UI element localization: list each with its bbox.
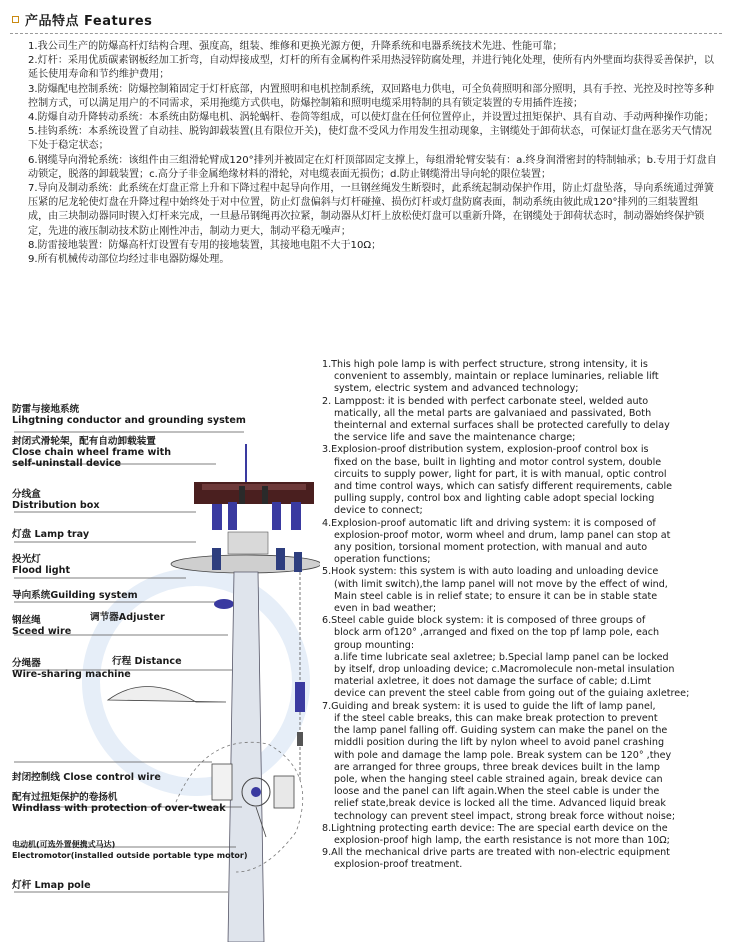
distribution-box-label-zh: 分线盒 — [12, 489, 41, 500]
en-feature-line: if the steel cable breaks, this can make break protection to prevent — [334, 712, 658, 724]
steel-wire-label — [12, 615, 71, 637]
chain-wheel-label-en: Close chain wheel frame with — [12, 447, 172, 458]
chain-wheel-label-en2: self-uninstall device — [12, 458, 122, 469]
en-feature-line: 5.Hook system: this system is with auto loading and unloading device — [322, 566, 659, 578]
divider — [10, 33, 722, 34]
watermark-ring — [91, 577, 301, 787]
lamp-diagram — [6, 352, 320, 942]
en-feature-line: middli position during the lift by nylon wheel to avoid panel crashing — [334, 737, 665, 749]
en-feature-line: 3.Explosion-proof distribution system, explosion-proof control box is — [322, 444, 649, 456]
en-feature-line: system, electric system and advanced technology; — [334, 383, 579, 395]
en-feature-line: device to connect; — [334, 505, 423, 517]
lightning-label-en: Lihgtning conductor and grounding system — [12, 415, 246, 426]
lightning-label — [12, 404, 246, 426]
distribution-box-label — [12, 489, 100, 511]
section-title: 产品特点 Features — [25, 13, 153, 29]
en-feature-line: explosion-proof high lamp, the earth resistance is not more than 10Ω; — [334, 834, 670, 846]
zh-feature-item: 7.导向及制动系统：此系统在灯盘正常上升和下降过程中起导向作用，一旦钢丝绳发生断裂时，此系统起制动保护作用，防止灯盘坠落，导向系统通过弹簧压紧的尼龙轮使灯盘在升降过程中始终处于对中位置，防止灯盘偏斜与灯杆碰撞、损伤灯杆或灯盘防腐表面，制动系统由彼此成120°排列的三组装置组成，由三块制动器同时锲入灯杆来完成，一旦悬吊钢绳再次拉紧，制动器从灯杆上放松使灯盘可以重新升降，在钢缆处于卸荷状态时，制动器始终保护锁定，先进的液压制动技术防止刚性冲击，制动力更大，制动平稳无噪声； — [28, 183, 714, 237]
zh-feature-item: 6.钢缆导向滑轮系统：该组件由三组滑轮臂成120°排列并被固定在灯杆顶部固定支撑上，每组滑轮臂安装有：a.终身润滑密封的特制轴承；b.专用于灯盘自动锁定，脱落的卸载装置；c.高分子非金属绝缘材料的滑轮，对电缆表面无损伤；d.防止钢缆滑出导向轮的限位装置； — [28, 154, 717, 180]
zh-feature-item: 3.防爆配电控制系统：防爆控制箱固定于灯杆底部，内置照明和电机控制系统，双回路电力供电，可全负荷照明和部分照明，具有手控、光控及时控等多种控制方式，可以满足用户的不同需求，采用拖缆方式供电，防爆控制箱和照明电缆采用特制的具有锁定装置的专用插件连接； — [28, 83, 714, 109]
guiding-system-label: 导向系统Guilding system — [12, 590, 138, 601]
en-feature-line: (with limit switch),the lamp panel will not move by the effect of wind, — [334, 578, 668, 590]
en-feature-line: theinternal and external surfaces shall be protected carefully to delay — [334, 420, 670, 432]
en-feature-line: explosion-proof treatment. — [334, 859, 463, 871]
zh-feature-item: 8.防雷接地装置：防爆高杆灯设置有专用的接地装置，其接地电阻不大于10Ω； — [28, 239, 382, 251]
control-wire-label: 封闭控制线 Close control wire — [12, 772, 161, 783]
en-feature-line: even in bad weather; — [334, 603, 437, 615]
en-feature-line: 4.Explosion-proof automatic lift and driving system: it is composed of — [322, 517, 656, 529]
en-feature-line: 6.Steel cable guide block system: it is composed of three groups of — [322, 615, 646, 627]
windlass-label-zh: 配有过扭矩保护的卷扬机 — [12, 792, 118, 803]
electromotor-label — [12, 839, 248, 861]
en-feature-line: fixed on the base, built in lighting and motor control system, double — [334, 456, 662, 468]
en-feature-line: and time control ways, which can satisfy different requirements, cable — [334, 481, 673, 493]
en-feature-line: matically, all the metal parts are galvaniaed and passivated, Both — [334, 407, 652, 419]
en-feature-line: technology can prevent steel impact, strong break force without noise; — [334, 810, 676, 822]
steel-wire-label-en: Sceed wire — [12, 626, 72, 637]
steel-wire-label-zh: 钢丝绳 — [12, 615, 41, 626]
en-feature-line: loose and the panel can lift again.When the steel cable is under the — [334, 786, 660, 798]
chinese-features-list — [28, 40, 718, 267]
flood-light-label-en: Flood light — [12, 565, 71, 576]
en-feature-line: Main steel cable is in relief state; to ensure it can be in stable state — [334, 590, 658, 602]
en-feature-line: convenient to assembly, maintain or replace luminaries, reliable lift — [334, 371, 659, 383]
en-feature-line: the lamp panel falling off. Guiding system can make the panel on the — [334, 725, 668, 737]
en-feature-line: a.life time lubricate seal axletree; b.Special lamp panel can be locked — [334, 651, 669, 663]
en-feature-line: pulling supply, control box and lighting cable adopt special locking — [334, 493, 655, 505]
en-feature-line: pole, when the hanging steel cable strained again, break device can — [334, 773, 663, 785]
en-feature-line: circuits to supply power, light for part, it is with manual, optic control — [334, 468, 667, 480]
en-feature-line: the service life and save the maintenance charge; — [334, 432, 576, 444]
en-feature-line: relief state,break device is locked all the time. Advanced liquid break — [334, 798, 666, 810]
lamp-pole-label: 灯杆 Lmap pole — [12, 880, 91, 891]
en-feature-line: 2. Lamppost: it is bended with perfect carbonate steel, welded auto — [322, 395, 649, 407]
en-feature-line: group mounting: — [334, 639, 415, 651]
zh-feature-item: 1.我公司生产的防爆高杆灯结构合理、强度高，组装、维修和更换光源方便，升降系统和电器系统技术先进、性能可靠； — [28, 41, 563, 52]
wire-sharing-label-en: Wire-sharing machine — [12, 669, 131, 680]
distribution-box-label-en: Distribution box — [12, 500, 100, 511]
en-feature-line: operation functions; — [334, 554, 431, 566]
electromotor-label-en: Electromotor(installed outside portable type motor) — [12, 851, 248, 860]
distance-label: 行程 Distance — [112, 656, 182, 667]
en-feature-line: are arranged for three groups, three break devices built in the lamp — [334, 761, 660, 773]
en-feature-line: any position, torsional moment protection, with manual and auto — [334, 542, 648, 554]
windlass-label — [12, 792, 226, 814]
windlass-label-en: Windlass with protection of over-tweak — [12, 803, 226, 814]
en-feature-line: material axletree, it does not damage the surface of cable; d.Limt — [334, 676, 651, 688]
en-feature-line: 1.This high pole lamp is with perfect structure, strong intensity, it is — [322, 359, 648, 370]
chain-wheel-label — [12, 436, 171, 469]
bullet-square-icon — [12, 16, 19, 23]
flood-light-label — [12, 554, 70, 576]
zh-feature-item: 4.防爆自动升降转动系统：本系统由防爆电机、涡轮蜗杆、卷筒等组成，可以使灯盘在任何位置停止，并设置过扭矩保护、具有自动、手动两种操作功能； — [28, 112, 714, 124]
en-feature-line: 8.Lightning protecting earth device: The are special earth device on the — [322, 822, 668, 834]
zh-feature-item: 5.挂钩系统：本系统设置了自动挂、脱钩卸载装置(且有限位开关)，使灯盘不受风力作用发生扭动现象，主钢缆处于卸荷状态，可保证灯盘在恶劣天气情况下处于稳定状态； — [28, 126, 712, 152]
en-feature-line: 7.Guiding and break system: it is used to guide the lift of lamp panel, — [322, 700, 656, 712]
electromotor-label-zh: 电动机(可选外置便携式马达) — [12, 840, 116, 849]
en-feature-line: device can prevent the steel cable from going out of the guiaing axletree; — [334, 688, 690, 700]
en-feature-line: 9.All the mechanical drive parts are treated with non-electric equipment — [322, 847, 670, 859]
zh-feature-item: 2.灯杆：采用优质碳素钢板经加工折弯，自动焊接成型，灯杆的所有金属构件采用热浸锌防腐处理，并进行钝化处理，使所有内外壁面均获得妥善保护，以延长使用寿命和节约维护费用； — [28, 55, 714, 81]
lightning-label-zh: 防雷与接地系统 — [12, 404, 80, 415]
en-feature-line: by itself, drop unloading device; c.Macromolecule non-metal insulation — [334, 664, 675, 676]
en-feature-line: block arm of120° ,arranged and fixed on the top pf lamp pole, each — [334, 627, 660, 639]
en-feature-line: explosion-proof motor, worm wheel and drum, lamp panel can stop at — [334, 529, 671, 541]
section-header — [10, 8, 722, 30]
english-features-list — [322, 359, 722, 872]
en-feature-line: with pole and damage the lamp pole. Break system can be 120° ,they — [334, 749, 672, 761]
wire-sharing-label-zh: 分绳器 — [12, 658, 41, 669]
flood-light-label-zh: 投光灯 — [12, 554, 41, 565]
zh-feature-item: 9.所有机械传动部位均经过非电器防爆处理。 — [28, 254, 230, 266]
lamp-tray-label: 灯盘 Lamp tray — [12, 529, 90, 540]
chain-wheel-label-zh: 封闭式滑轮架，配有自动卸载装置 — [12, 436, 156, 447]
adjuster-label: 调节器Adjuster — [90, 612, 165, 623]
